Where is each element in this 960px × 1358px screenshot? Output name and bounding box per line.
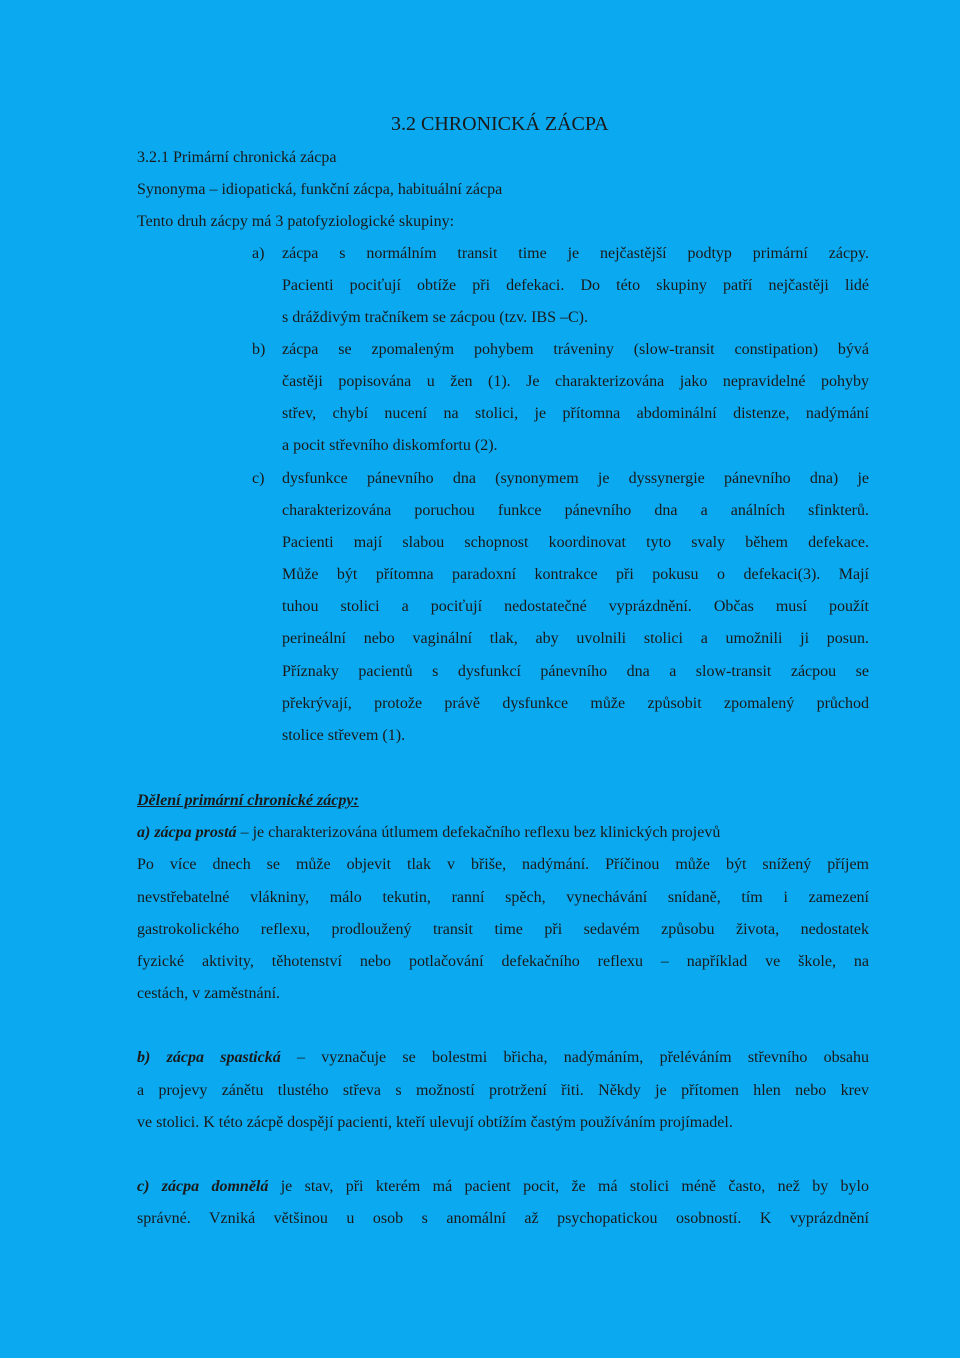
prosta-line-6: cestách, v zaměstnání.: [137, 985, 281, 1002]
section-title: 3.2.1 Primární chronická zácpa: [137, 149, 337, 166]
list-c-line-7: Příznaky pacientů s dysfunkcí pánevního dna a slow-transit zácpou se: [282, 663, 869, 680]
prosta-line-4: gastrokolického reflexu, prodloužený transit time při sedavém způsobu života, nedostatek: [137, 921, 869, 938]
list-b-line-1: zácpa se zpomaleným pohybem tráveniny (slow-transit constipation) bývá: [282, 341, 869, 358]
prosta-first-rest: – je charakterizována útlumem defekačního reflexu bez klinických projevů: [236, 824, 721, 841]
intro-line: Tento druh zácpy má 3 patofyziologické skupiny:: [137, 213, 455, 230]
list-c-line-2: charakterizována poruchou funkce pánevního dna a análních sfinkterů.: [282, 502, 869, 519]
list-b-line-2: častěji popisována u žen (1). Je charakterizována jako nepravidelné pohyby: [282, 373, 869, 390]
domnela-first-line: [137, 1177, 869, 1197]
list-c-line-9: stolice střevem (1).: [282, 727, 406, 744]
list-a-line-2: Pacienti pociťují obtíže při defekaci. Do této skupiny patří nejčastěji lidé: [282, 277, 869, 294]
division-heading: Dělení primární chronické zácpy:: [137, 792, 359, 809]
list-c-line-5: tuhou stolici a pociťují nedostatečné vyprázdnění. Občas musí použít: [282, 598, 869, 615]
list-c-line-6: perineální nebo vaginální tlak, aby uvolnili stolici a umožnili ji posun.: [282, 630, 869, 647]
list-b-line-4: a pocit střevního diskomfortu (2).: [282, 437, 498, 454]
list-marker-b: b): [252, 341, 266, 358]
list-c-line-4: Může být přítomna paradoxní kontrakce při pokusu o defekaci(3). Mají: [282, 566, 869, 583]
prosta-line-5: fyzické aktivity, těhotenství nebo potlačování defekačního reflexu – například ve škole, na: [137, 953, 869, 970]
prosta-first-line: [137, 823, 720, 843]
domnela-line-2: správné. Vzniká většinou u osob s anomální až psychopatickou osobností. K vyprázdnění: [137, 1210, 869, 1227]
list-b-line-3: střev, chybí nucení na stolici, je přítomna abdominální distenze, nadýmání: [282, 405, 869, 422]
spasticka-first-rest: – vyznačuje se bolestmi břicha, nadýmáním, přeléváním střevního obsahu: [280, 1049, 869, 1066]
list-c-line-3: Pacienti mají slabou schopnost koordinovat tyto svaly během defekace.: [282, 534, 869, 551]
list-marker-c: c): [252, 470, 265, 487]
domnela-first-rest: je stav, při kterém má pacient pocit, že má stolici méně často, než by bylo: [268, 1178, 869, 1195]
prosta-line-3: nevstřebatelné vlákniny, málo tekutin, ranní spěch, vynechávání snídaně, tím i zamezení: [137, 889, 869, 906]
prosta-term: a) zácpa prostá: [137, 824, 237, 841]
list-c-line-1: dysfunkce pánevního dna (synonymem je dyssynergie pánevního dna) je: [282, 470, 869, 487]
spasticka-line-2: a projevy zánětu tlustého střeva s možností protržení řiti. Někdy je přítomen hlen nebo krev: [137, 1082, 869, 1099]
list-c-line-8: překrývají, protože právě dysfunkce může způsobit zpomalený průchod: [282, 695, 869, 712]
list-marker-a: a): [252, 245, 265, 262]
spasticka-first-line: [137, 1048, 869, 1068]
domnela-term: c) zácpa domnělá: [137, 1178, 269, 1195]
prosta-line-2: Po více dnech se může objevit tlak v břiše, nadýmání. Příčinou může být snížený příjem: [137, 856, 869, 873]
list-a-line-1: zácpa s normálním transit time je nejčastější podtyp primární zácpy.: [282, 245, 869, 262]
list-a-line-3: s dráždivým tračníkem se zácpou (tzv. IBS –C).: [282, 309, 588, 326]
spasticka-line-3: ve stolici. K této zácpě dospějí pacienti, kteří ulevují obtížím častým používáním projímadel.: [137, 1114, 733, 1131]
spasticka-term: b) zácpa spastická: [137, 1049, 281, 1066]
synonyma-line: Synonyma – idiopatická, funkční zácpa, habituální zácpa: [137, 181, 503, 198]
chapter-title: 3.2 CHRONICKÁ ZÁCPA: [391, 113, 609, 135]
